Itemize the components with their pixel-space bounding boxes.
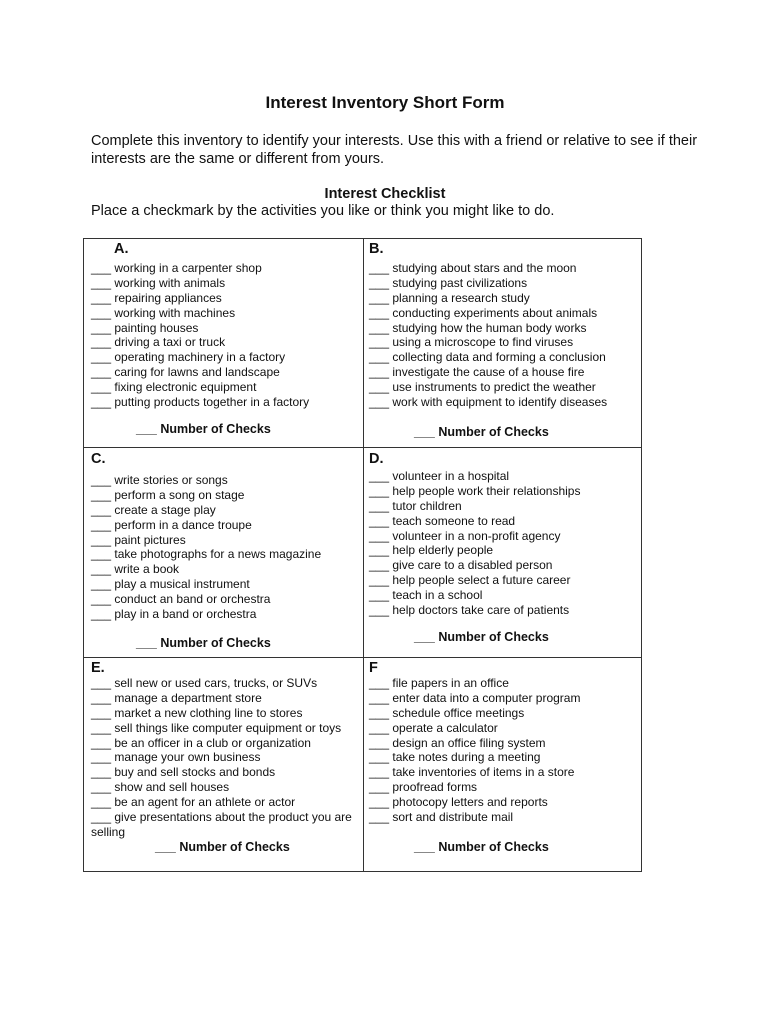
- checklist-item: ___ conducting experiments about animals: [369, 305, 598, 320]
- checklist-item: ___ show and sell houses: [91, 780, 230, 795]
- checklist-item: ___ give presentations about the product you are selling: [91, 810, 352, 839]
- section-f: [369, 661, 641, 825]
- checklist-item: ___ painting houses: [91, 320, 199, 335]
- intro-text: Complete this inventory to identify your interests. Use this with a friend or relative to see if their interests are the same or different from yours.: [91, 133, 698, 167]
- checklist-item: ___ volunteer in a non-profit agency: [369, 528, 561, 543]
- section-e-count: ___ Number of Checks: [155, 840, 290, 854]
- checklist-item: ___ help doctors take care of patients: [369, 603, 570, 618]
- checklist-item: ___ driving a taxi or truck: [91, 335, 226, 350]
- section-a-letter: A.: [114, 241, 129, 257]
- checklist-item: ___ play a musical instrument: [91, 577, 250, 592]
- grid-column-divider: [363, 239, 364, 871]
- form-title: Interest Inventory Short Form: [265, 93, 505, 112]
- checklist-item: ___ schedule office meetings: [369, 705, 525, 720]
- checklist-item: ___ repairing appliances: [91, 290, 222, 305]
- section-c-letter: C.: [91, 451, 106, 467]
- checklist-item: ___ work with equipment to identify diseases: [369, 395, 608, 410]
- section-d: [369, 452, 641, 618]
- checklist-item: ___ perform a song on stage: [91, 487, 245, 502]
- checklist-item: ___ file papers in an office: [369, 675, 509, 690]
- checklist-item: ___ putting products together in a factory: [91, 395, 310, 410]
- checklist-item: ___ caring for lawns and landscape: [91, 365, 280, 380]
- checklist-item: ___ help people work their relationships: [369, 483, 581, 498]
- section-d-count: ___ Number of Checks: [414, 630, 549, 644]
- checklist-item: ___ teach someone to read: [369, 513, 516, 528]
- checklist-item: ___ proofread forms: [369, 780, 478, 795]
- checklist-item: ___ paint pictures: [91, 532, 186, 547]
- checklist-item: ___ teach in a school: [369, 588, 483, 603]
- checklist-item: ___ studying about stars and the moon: [369, 260, 577, 275]
- section-b: [369, 242, 641, 410]
- section-e: [91, 661, 361, 840]
- checklist-item: ___ working with machines: [91, 305, 236, 320]
- checklist-item: ___ help people select a future career: [369, 573, 571, 588]
- checklist-item: ___ volunteer in a hospital: [369, 468, 510, 483]
- checklist-item: ___ be an officer in a club or organization: [91, 735, 311, 750]
- checklist-item: ___ take notes during a meeting: [369, 750, 541, 765]
- checklist-item: ___ fixing electronic equipment: [91, 380, 257, 395]
- section-b-count: ___ Number of Checks: [414, 425, 549, 439]
- checklist-item: ___ help elderly people: [369, 543, 494, 558]
- checklist-item: ___ operating machinery in a factory: [91, 350, 286, 365]
- checklist-item: ___ planning a research study: [369, 290, 530, 305]
- section-c: [91, 452, 361, 622]
- checklist-item: ___ market a new clothing line to stores: [91, 705, 303, 720]
- checklist-title: Interest Checklist: [324, 186, 446, 202]
- section-a-items: [91, 261, 361, 410]
- section-c-items: [91, 473, 361, 622]
- checklist-item: ___ write a book: [91, 562, 180, 577]
- checklist-item: ___ operate a calculator: [369, 720, 498, 735]
- section-f-items: [369, 676, 641, 825]
- checklist-item: ___ perform in a dance troupe: [91, 517, 252, 532]
- checklist-item: ___ collecting data and forming a conclusion: [369, 350, 606, 365]
- grid-row-divider: [84, 447, 641, 448]
- checklist-item: ___ take photographs for a news magazine: [91, 547, 322, 562]
- checklist-item: ___ write stories or songs: [91, 472, 228, 487]
- section-b-items: [369, 261, 641, 410]
- section-e-items: [91, 676, 361, 840]
- section-d-items: [369, 469, 641, 618]
- checklist-item: ___ studying how the human body works: [369, 320, 587, 335]
- checklist-item: ___ manage your own business: [91, 750, 261, 765]
- checklist-item: ___ tutor children: [369, 498, 462, 513]
- checklist-item: ___ studying past civilizations: [369, 275, 528, 290]
- section-a: [91, 242, 361, 410]
- checklist-item: ___ use instruments to predict the weather: [369, 380, 596, 395]
- checklist-item: ___ be an agent for an athlete or actor: [91, 795, 296, 810]
- checklist-item: ___ working in a carpenter shop: [91, 260, 262, 275]
- checklist-item: ___ play in a band or orchestra: [91, 607, 257, 622]
- section-f-letter: F: [369, 660, 378, 676]
- checklist-item: ___ take inventories of items in a store: [369, 765, 575, 780]
- checklist-item: ___ sort and distribute mail: [369, 810, 514, 825]
- section-f-count: ___ Number of Checks: [414, 840, 549, 854]
- checklist-item: ___ manage a department store: [91, 690, 262, 705]
- checklist-grid: [83, 238, 642, 872]
- checklist-item: ___ investigate the cause of a house fire: [369, 365, 585, 380]
- instructions-text: Place a checkmark by the activities you like or think you might like to do.: [91, 203, 555, 219]
- section-d-letter: D.: [369, 451, 384, 467]
- checklist-item: ___ enter data into a computer program: [369, 690, 581, 705]
- section-a-count: ___ Number of Checks: [136, 422, 271, 436]
- grid-row-divider: [84, 657, 641, 658]
- section-c-count: ___ Number of Checks: [136, 636, 271, 650]
- checklist-item: ___ design an office filing system: [369, 735, 546, 750]
- checklist-item: ___ buy and sell stocks and bonds: [91, 765, 276, 780]
- checklist-item: ___ create a stage play: [91, 502, 216, 517]
- checklist-item: ___ sell things like computer equipment or toys: [91, 720, 342, 735]
- checklist-item: ___ photocopy letters and reports: [369, 795, 548, 810]
- section-e-letter: E.: [91, 660, 105, 676]
- checklist-item: ___ sell new or used cars, trucks, or SUVs: [91, 675, 318, 690]
- checklist-item: ___ conduct an band or orchestra: [91, 592, 271, 607]
- checklist-item: ___ give care to a disabled person: [369, 558, 553, 573]
- section-b-letter: B.: [369, 241, 384, 257]
- checklist-item: ___ using a microscope to find viruses: [369, 335, 574, 350]
- checklist-item: ___ working with animals: [91, 275, 226, 290]
